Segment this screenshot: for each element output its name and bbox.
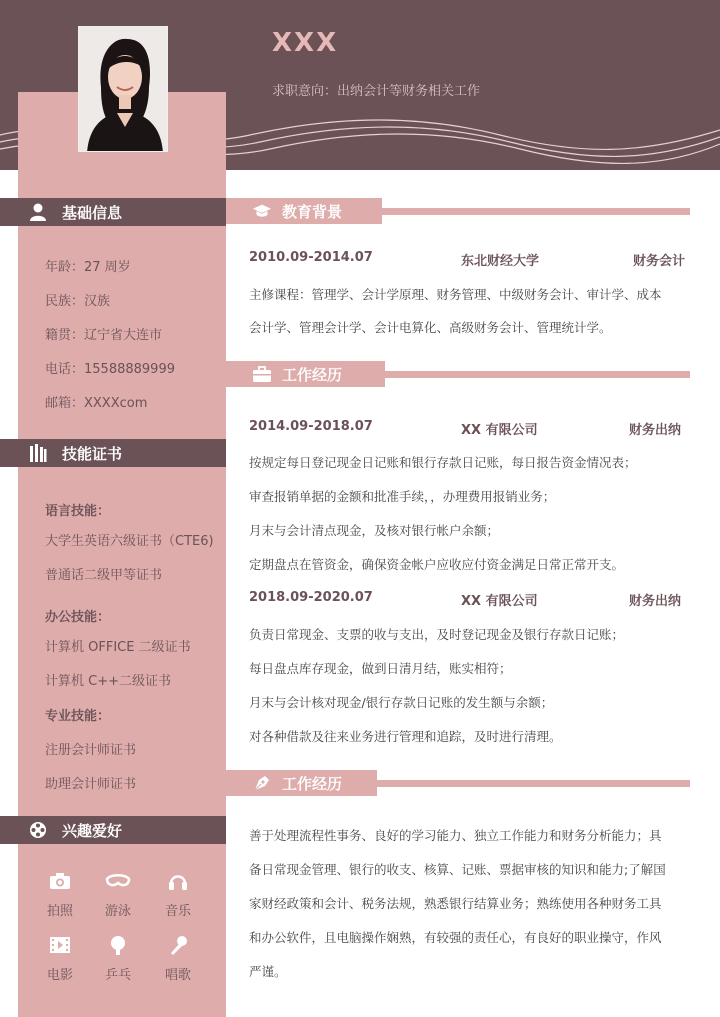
self-eval-line: 善于处理流程性事务、良好的学习能力、独立工作能力和财务分析能力；具 — [249, 828, 662, 843]
job-duty: 按规定每日登记现金日记账和银行存款日记账，每日报告资金情况表； — [249, 455, 637, 470]
pro-skills-heading: 专业技能： — [45, 709, 111, 724]
pingpong-icon — [93, 934, 143, 956]
job-role: 财务出纳 — [629, 594, 682, 609]
edu-major: 财务会计 — [633, 254, 686, 269]
work-header — [226, 361, 385, 387]
camera-icon — [35, 870, 85, 892]
job-duty: 审查报销单据的金额和批准手续，，办理费用报销业务； — [249, 489, 556, 504]
hobby-label: 唱歌 — [164, 968, 191, 983]
edu-school: 东北财经大学 — [461, 254, 540, 269]
hobbies-header — [0, 816, 226, 844]
user-icon — [28, 202, 48, 222]
office-skills-heading: 办公技能： — [45, 610, 111, 625]
skill-item: 注册会计师证书 — [45, 743, 137, 758]
self-eval-line: 严谨。 — [249, 964, 287, 979]
job-duty: 对各种借款及往来业务进行管理和追踪，及时进行清理。 — [249, 729, 562, 744]
info-hometown: 籍贯：辽宁省大连市 — [45, 328, 163, 343]
hobbies-title: 兴趣爱好 — [62, 821, 123, 840]
skills-title: 技能证书 — [62, 444, 123, 463]
info-ethnicity: 民族：汉族 — [45, 294, 111, 309]
self-eval-line: 备日常现金管理、银行的收支、核算、记账、票据审核的知识和能力;了解国 — [249, 862, 666, 877]
skill-item: 计算机 C++二级证书 — [45, 674, 171, 689]
edu-courses-line: 主修课程：管理学、会计学原理、财务管理、中级财务会计、审计学、成本 — [249, 287, 662, 302]
info-age: 年龄：27 周岁 — [45, 260, 131, 275]
hobby-music — [153, 870, 203, 919]
job-duty: 负责日常现金、支票的收与支出，及时登记现金及银行存款日记账； — [249, 627, 625, 642]
education-rule — [382, 208, 690, 215]
self-eval-rule — [377, 780, 690, 787]
hobby-movies — [35, 934, 85, 983]
job-company: XX 有限公司 — [461, 423, 538, 438]
basic-info-header — [0, 198, 226, 226]
skills-header — [0, 439, 226, 467]
info-phone: 电话：15588889999 — [45, 362, 175, 377]
lang-skills-heading: 语言技能： — [45, 504, 111, 519]
education-title: 教育背景 — [282, 202, 343, 221]
briefcase-icon — [252, 365, 272, 383]
hobby-label: 拍照 — [46, 904, 73, 919]
job-date: 2018.09-2020.07 — [249, 590, 373, 605]
work-rule — [385, 371, 690, 378]
info-email: 邮箱：XXXXcom — [45, 396, 148, 411]
skill-item: 助理会计师证书 — [45, 777, 137, 792]
job-duty: 月末与会计核对现金/银行存款日记账的发生额与余额； — [249, 695, 554, 710]
skill-item: 计算机 OFFICE 二级证书 — [45, 640, 191, 655]
hobby-label: 游泳 — [104, 904, 131, 919]
film-icon — [35, 934, 85, 956]
self-eval-line: 家财经政策和会计、税务法规，熟悉银行结算业务；熟练使用各种财务工具 — [249, 896, 662, 911]
hobby-photography — [35, 870, 85, 919]
education-header — [226, 198, 382, 224]
goggles-icon — [93, 870, 143, 892]
skill-item: 普通话二级甲等证书 — [45, 568, 163, 583]
film-reel-icon — [28, 820, 48, 840]
edu-courses-line: 会计学、管理会计学、会计电算化、高级财务会计、管理统计学。 — [249, 320, 612, 335]
job-intent: 求职意向：出纳会计等财务相关工作 — [272, 84, 481, 99]
edu-date: 2010.09-2014.07 — [249, 250, 373, 265]
hobby-swimming — [93, 870, 143, 919]
hobby-singing — [153, 934, 203, 983]
headphones-icon — [153, 870, 203, 892]
hobby-label: 电影 — [46, 968, 73, 983]
pen-nib-icon — [252, 774, 272, 792]
microphone-icon — [153, 934, 203, 956]
job-role: 财务出纳 — [629, 423, 682, 438]
hobby-label: 乒乓 — [104, 968, 131, 983]
self-eval-line: 和办公软件，且电脑操作娴熟，有较强的责任心，有良好的职业操守，作风 — [249, 930, 662, 945]
books-icon — [28, 443, 48, 463]
hobby-label: 音乐 — [164, 904, 191, 919]
self-eval-header — [226, 770, 377, 796]
graduation-cap-icon — [252, 202, 272, 220]
job-company: XX 有限公司 — [461, 594, 538, 609]
job-date: 2014.09-2018.07 — [249, 419, 373, 434]
basic-info-title: 基础信息 — [62, 203, 123, 222]
hobby-pingpong — [93, 934, 143, 983]
skill-item: 大学生英语六级证书（CTE6) — [45, 534, 214, 549]
self-eval-title: 工作经历 — [282, 774, 343, 793]
job-duty: 定期盘点在管资金，确保资金帐户应收应付资金满足日常正常开支。 — [249, 557, 625, 572]
work-title: 工作经历 — [282, 365, 343, 384]
job-duty: 月末与会计清点现金，及核对银行帐户余额； — [249, 523, 500, 538]
job-duty: 每日盘点库存现金，做到日清月结，账实相符； — [249, 661, 512, 676]
candidate-name: XXX — [272, 28, 339, 58]
profile-photo — [78, 26, 168, 152]
